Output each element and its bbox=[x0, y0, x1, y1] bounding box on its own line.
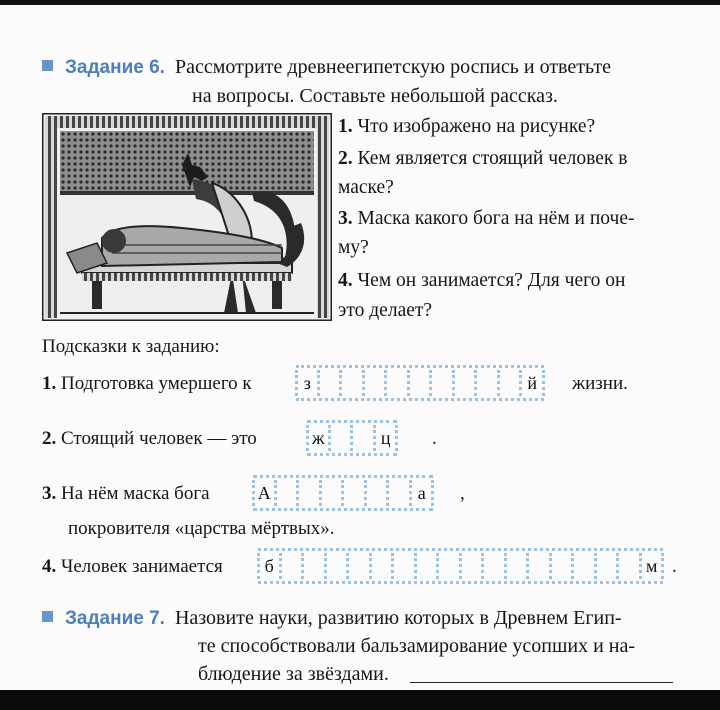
question-2-cont: маске? bbox=[338, 177, 394, 198]
letter-cell[interactable]: ж bbox=[307, 423, 330, 453]
letter-cell[interactable] bbox=[303, 551, 326, 581]
letter-cell[interactable] bbox=[319, 368, 342, 398]
letter-cell[interactable]: м bbox=[641, 551, 664, 581]
letter-cell[interactable]: й bbox=[521, 368, 544, 398]
top-edge bbox=[0, 0, 720, 5]
question-3: 3. Маска какого бога на нём и поче- bbox=[338, 208, 635, 229]
letter-cell[interactable]: А bbox=[253, 478, 276, 508]
letter-cell[interactable] bbox=[438, 551, 461, 581]
letter-cell[interactable] bbox=[276, 478, 299, 508]
letter-cell[interactable] bbox=[348, 551, 371, 581]
letter-cell[interactable] bbox=[506, 551, 529, 581]
letter-cell[interactable] bbox=[618, 551, 641, 581]
hint-4-letter-grid[interactable] bbox=[258, 551, 663, 581]
letter-cell[interactable] bbox=[393, 551, 416, 581]
hint-3-after: , bbox=[460, 483, 465, 504]
hint-3-line2: покровителя «царства мёртвых». bbox=[68, 518, 335, 539]
hint-1-after: жизни. bbox=[572, 373, 628, 394]
letter-cell[interactable] bbox=[321, 478, 344, 508]
task6-line1: Рассмотрите древнеегипетскую роспись и ответьте bbox=[174, 56, 611, 78]
task7-line2: те способствовали бальзамирование усопших и на- bbox=[198, 635, 636, 657]
letter-cell[interactable] bbox=[573, 551, 596, 581]
hints-title: Подсказки к заданию: bbox=[42, 336, 220, 357]
letter-cell[interactable] bbox=[551, 551, 574, 581]
task7-answer-line[interactable] bbox=[410, 682, 673, 683]
hint-4-after: . bbox=[672, 556, 677, 577]
question-4: 4. Чем он занимается? Для чего он bbox=[338, 270, 626, 291]
letter-cell[interactable] bbox=[476, 368, 499, 398]
letter-cell[interactable] bbox=[366, 478, 389, 508]
letter-cell[interactable] bbox=[281, 551, 304, 581]
task7-line1: Назовите науки, развитию которых в Древнем Егип- bbox=[174, 607, 622, 629]
letter-cell[interactable] bbox=[326, 551, 349, 581]
task7-line3: блюдение за звёздами. bbox=[198, 663, 389, 685]
bottom-edge bbox=[0, 690, 720, 710]
hint-2-letter-grid[interactable] bbox=[307, 423, 397, 453]
letter-cell[interactable] bbox=[364, 368, 387, 398]
letter-cell[interactable] bbox=[409, 368, 432, 398]
letter-cell[interactable] bbox=[499, 368, 522, 398]
task6-label: Задание 6. bbox=[65, 57, 165, 78]
letter-cell[interactable] bbox=[454, 368, 477, 398]
letter-cell[interactable] bbox=[343, 478, 366, 508]
letter-cell[interactable] bbox=[298, 478, 321, 508]
square-bullet-icon bbox=[42, 611, 53, 622]
letter-cell[interactable] bbox=[483, 551, 506, 581]
letter-cell[interactable]: ц bbox=[375, 423, 398, 453]
letter-cell[interactable] bbox=[330, 423, 353, 453]
letter-cell[interactable] bbox=[431, 368, 454, 398]
task6-header bbox=[42, 54, 611, 81]
hint-1: 1. Подготовка умершего к bbox=[42, 373, 252, 394]
question-3-cont: му? bbox=[338, 237, 369, 258]
letter-cell[interactable] bbox=[341, 368, 364, 398]
egyptian-painting-image bbox=[42, 113, 332, 321]
question-1: 1. Что изображено на рисунке? bbox=[338, 116, 596, 137]
hint-4: 4. Человек занимается bbox=[42, 556, 223, 577]
letter-cell[interactable] bbox=[371, 551, 394, 581]
letter-cell[interactable] bbox=[461, 551, 484, 581]
hint-2-after: . bbox=[432, 428, 437, 449]
letter-cell[interactable]: з bbox=[296, 368, 319, 398]
letter-cell[interactable] bbox=[528, 551, 551, 581]
letter-cell[interactable] bbox=[352, 423, 375, 453]
letter-cell[interactable] bbox=[388, 478, 411, 508]
task7-label: Задание 7. bbox=[65, 608, 165, 629]
hint-3-letter-grid[interactable] bbox=[253, 478, 433, 508]
task7-header bbox=[42, 605, 622, 632]
letter-cell[interactable] bbox=[596, 551, 619, 581]
square-bullet-icon bbox=[42, 60, 53, 71]
hint-3: 3. На нём маска бога bbox=[42, 483, 210, 504]
letter-cell[interactable]: б bbox=[258, 551, 281, 581]
letter-cell[interactable]: а bbox=[411, 478, 434, 508]
letter-cell[interactable] bbox=[416, 551, 439, 581]
hint-2: 2. Стоящий человек — это bbox=[42, 428, 257, 449]
question-4-cont: это делает? bbox=[338, 300, 433, 321]
hint-1-letter-grid[interactable] bbox=[296, 368, 544, 398]
question-2: 2. Кем является стоящий человек в bbox=[338, 148, 628, 169]
letter-cell[interactable] bbox=[386, 368, 409, 398]
task6-line2: на вопросы. Составьте небольшой рассказ. bbox=[192, 85, 558, 107]
